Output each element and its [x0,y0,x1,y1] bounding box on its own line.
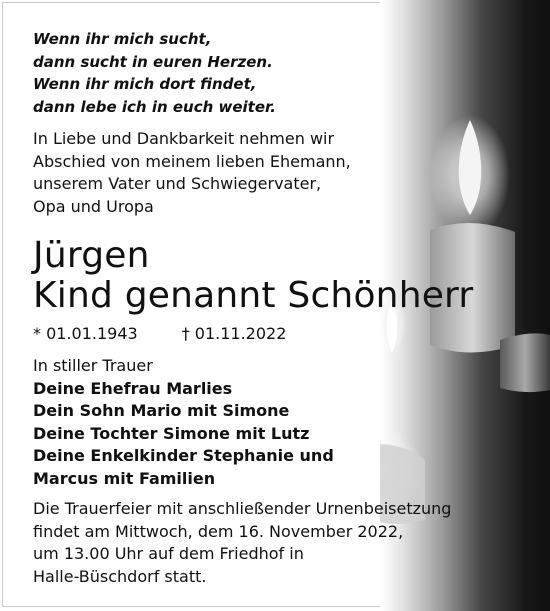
funeral-line: findet am Mittwoch, dem 16. November 2022, [33,521,404,541]
intro-line: In Liebe und Dankbarkeit nehmen wir [33,129,335,148]
intro-line: unserem Vater und Schwiegervater, [33,174,322,193]
mourner-line: Dein Sohn Mario mit Simone [33,401,290,420]
poem-line: dann sucht in euren Herzen. [33,52,273,71]
death-date: † 01.11.2022 [181,324,287,343]
poem-line: dann lebe ich in euch weiter. [33,97,276,116]
intro-line: Abschied von meinem lieben Ehemann, [33,151,351,171]
candle-middle [500,333,550,392]
first-name: Jürgen [33,235,150,276]
funeral-line: Halle-Büschdorf statt. [33,566,207,586]
mourners-block [33,355,334,490]
funeral-line: um 13.00 Uhr auf dem Friedhof in [33,544,304,563]
intro-text [33,128,351,218]
mourner-line: Deine Tochter Simone mit Lutz [33,423,310,443]
funeral-details [33,498,451,588]
intro-line: Opa und Uropa [33,196,154,216]
poem-line: Wenn ihr mich dort findet, [33,75,257,93]
life-dates [33,324,286,344]
poem [33,28,276,118]
birth-date: * 01.01.1943 [33,324,138,343]
deceased-name [33,236,473,316]
poem-line: Wenn ihr mich sucht, [33,30,212,48]
mourning-heading: In stiller Trauer [33,356,153,375]
mourner-line: Deine Ehefrau Marlies [33,378,233,398]
mourner-line: Deine Enkelkinder Stephanie und [33,446,334,465]
full-name: Kind genannt Schönherr [33,275,474,316]
mourner-line: Marcus mit Familien [33,468,216,488]
funeral-line: Die Trauerfeier mit anschließender Urnenbeisetzung [33,499,452,518]
